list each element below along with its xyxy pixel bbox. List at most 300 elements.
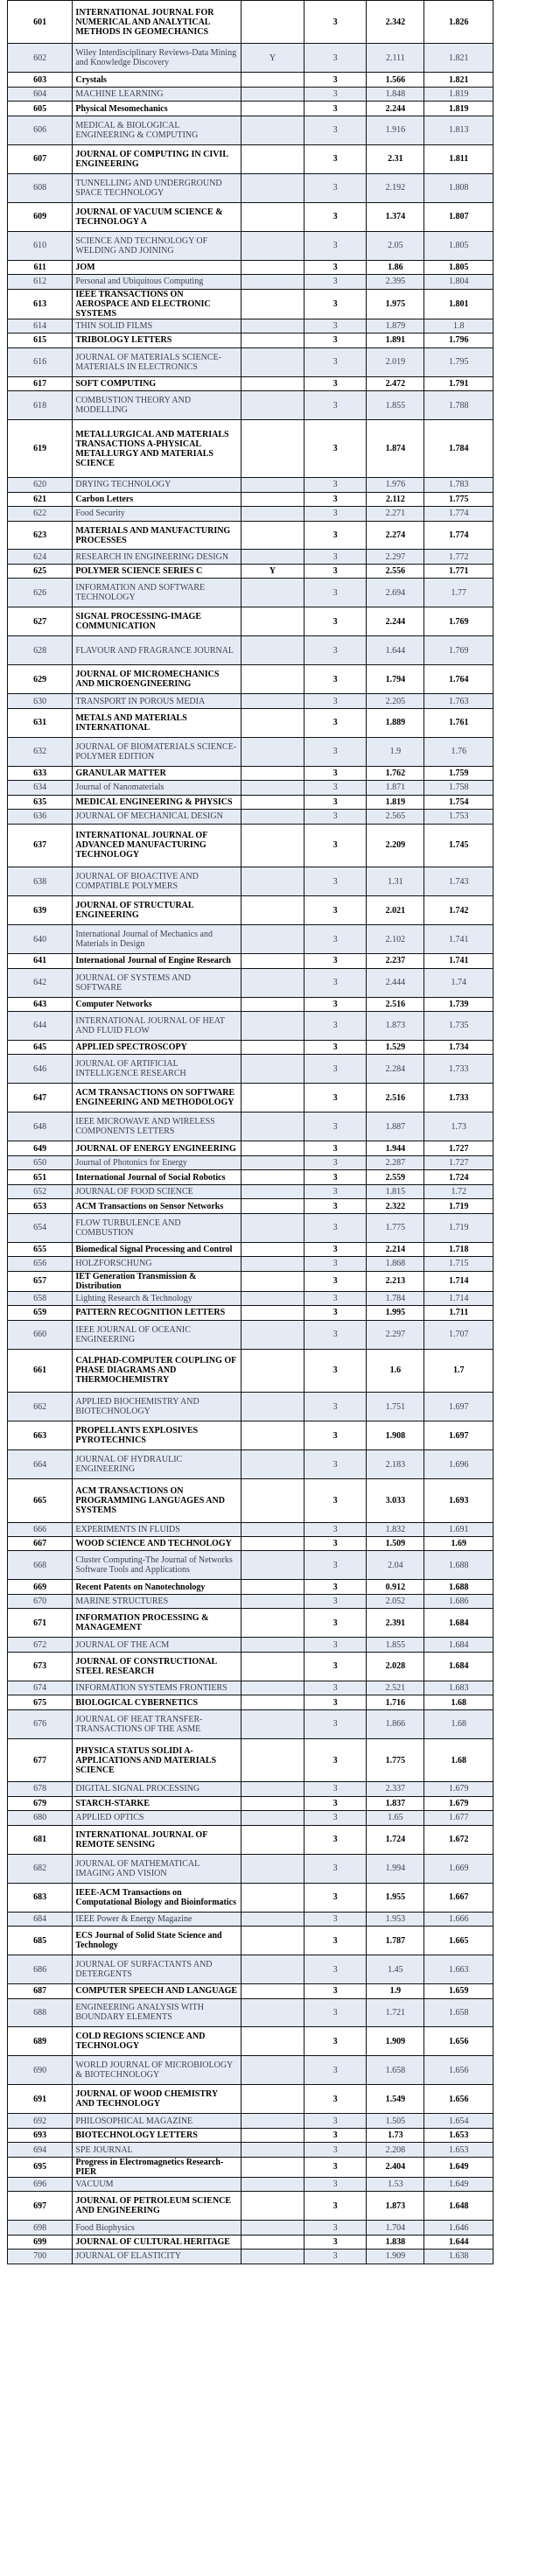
- journal-title-cell: JOURNAL OF THE ACM: [73, 1638, 242, 1652]
- quartile-cell: 3: [304, 1811, 367, 1825]
- rank-cell: 667: [8, 1536, 73, 1550]
- rank-cell: 670: [8, 1594, 73, 1608]
- table-row: [8, 550, 494, 564]
- score-cell: 1.638: [424, 2250, 494, 2264]
- quartile-cell: 3: [304, 2143, 367, 2157]
- table-row: [8, 636, 494, 665]
- score-cell: 1.656: [424, 2085, 494, 2114]
- open-access-cell: [242, 1421, 304, 1450]
- journal-title-cell: ECS Journal of Solid State Science and Technology: [73, 1927, 242, 1955]
- score-cell: 1.821: [424, 44, 494, 73]
- impact-factor-cell: 1.787: [367, 1927, 424, 1955]
- score-cell: 1.783: [424, 478, 494, 492]
- journal-title-cell: TUNNELLING AND UNDERGROUND SPACE TECHNOLOGY: [73, 173, 242, 202]
- score-cell: 1.714: [424, 1271, 494, 1291]
- quartile-cell: 3: [304, 1055, 367, 1084]
- journal-title-cell: RESEARCH IN ENGINEERING DESIGN: [73, 550, 242, 564]
- score-cell: 1.697: [424, 1393, 494, 1421]
- journal-title-cell: JOURNAL OF VACUUM SCIENCE & TECHNOLOGY A: [73, 202, 242, 231]
- open-access-cell: Y: [242, 564, 304, 578]
- open-access-cell: [242, 867, 304, 896]
- score-cell: 1.658: [424, 1998, 494, 2027]
- quartile-cell: 3: [304, 579, 367, 607]
- rank-cell: 660: [8, 1320, 73, 1349]
- impact-factor-cell: 2.556: [367, 564, 424, 578]
- impact-factor-cell: 1.909: [367, 2250, 424, 2264]
- table-row: [8, 1709, 494, 1738]
- table-row: [8, 665, 494, 694]
- impact-factor-cell: 1.873: [367, 1012, 424, 1041]
- journal-title-cell: COLD REGIONS SCIENCE AND TECHNOLOGY: [73, 2027, 242, 2056]
- journal-title-cell: HOLZFORSCHUNG: [73, 1257, 242, 1271]
- rank-cell: 644: [8, 1012, 73, 1041]
- impact-factor-cell: 2.521: [367, 1681, 424, 1695]
- score-cell: 1.734: [424, 1040, 494, 1054]
- journal-title-cell: THIN SOLID FILMS: [73, 319, 242, 333]
- impact-factor-cell: 1.994: [367, 1854, 424, 1883]
- score-cell: 1.795: [424, 347, 494, 376]
- score-cell: 1.741: [424, 925, 494, 954]
- score-cell: 1.684: [424, 1638, 494, 1652]
- score-cell: 1.819: [424, 102, 494, 116]
- quartile-cell: 3: [304, 1883, 367, 1912]
- quartile-cell: 3: [304, 492, 367, 506]
- quartile-cell: 3: [304, 665, 367, 694]
- journal-title-cell: JOURNAL OF STRUCTURAL ENGINEERING: [73, 896, 242, 925]
- table-row: [8, 1955, 494, 1984]
- score-cell: 1.68: [424, 1738, 494, 1781]
- score-cell: 1.742: [424, 896, 494, 925]
- rank-cell: 697: [8, 2192, 73, 2221]
- rank-cell: 695: [8, 2157, 73, 2177]
- quartile-cell: 3: [304, 1306, 367, 1320]
- table-row: [8, 1055, 494, 1084]
- journal-title-cell: JOURNAL OF WOOD CHEMISTRY AND TECHNOLOGY: [73, 2085, 242, 2114]
- journal-title-cell: CALPHAD-COMPUTER COUPLING OF PHASE DIAGRAMS AND THERMOCHEMISTRY: [73, 1349, 242, 1392]
- score-cell: 1.733: [424, 1084, 494, 1113]
- impact-factor-cell: 2.342: [367, 1, 424, 44]
- score-cell: 1.696: [424, 1450, 494, 1479]
- impact-factor-cell: 2.05: [367, 231, 424, 260]
- open-access-cell: [242, 289, 304, 319]
- open-access-cell: [242, 1695, 304, 1709]
- open-access-cell: [242, 1213, 304, 1242]
- table-row: [8, 1421, 494, 1450]
- rank-cell: 626: [8, 579, 73, 607]
- table-row: [8, 925, 494, 954]
- table-row: [8, 1393, 494, 1421]
- rank-cell: 617: [8, 376, 73, 390]
- score-cell: 1.771: [424, 564, 494, 578]
- open-access-cell: [242, 1084, 304, 1113]
- table-row: [8, 2250, 494, 2264]
- quartile-cell: 3: [304, 2177, 367, 2191]
- rank-cell: 618: [8, 391, 73, 420]
- quartile-cell: 3: [304, 2027, 367, 2056]
- table-row: [8, 1522, 494, 1536]
- impact-factor-cell: 2.244: [367, 102, 424, 116]
- table-row: [8, 144, 494, 173]
- open-access-cell: [242, 1927, 304, 1955]
- rank-cell: 687: [8, 1984, 73, 1998]
- impact-factor-cell: 2.237: [367, 954, 424, 968]
- open-access-cell: [242, 1113, 304, 1141]
- table-row: [8, 766, 494, 780]
- impact-factor-cell: 2.021: [367, 896, 424, 925]
- journal-title-cell: ACM TRANSACTIONS ON PROGRAMMING LANGUAGES AND SYSTEMS: [73, 1479, 242, 1522]
- table-row: [8, 737, 494, 766]
- quartile-cell: 3: [304, 1271, 367, 1291]
- quartile-cell: 3: [304, 781, 367, 795]
- quartile-cell: 3: [304, 766, 367, 780]
- score-cell: 1.826: [424, 1, 494, 44]
- open-access-cell: [242, 1522, 304, 1536]
- rank-cell: 615: [8, 333, 73, 347]
- journal-title-cell: COMPUTER SPEECH AND LANGUAGE: [73, 1984, 242, 1998]
- open-access-cell: [242, 1199, 304, 1213]
- journal-title-cell: JOURNAL OF SYSTEMS AND SOFTWARE: [73, 968, 242, 997]
- quartile-cell: 3: [304, 1536, 367, 1550]
- quartile-cell: 3: [304, 1155, 367, 1169]
- quartile-cell: 3: [304, 1825, 367, 1854]
- score-cell: 1.811: [424, 144, 494, 173]
- table-row: [8, 1609, 494, 1638]
- open-access-cell: [242, 665, 304, 694]
- rank-cell: 671: [8, 1609, 73, 1638]
- score-cell: 1.68: [424, 1695, 494, 1709]
- open-access-cell: [242, 2235, 304, 2249]
- score-cell: 1.769: [424, 607, 494, 636]
- impact-factor-cell: 2.391: [367, 1609, 424, 1638]
- quartile-cell: 3: [304, 1184, 367, 1198]
- journal-title-cell: METALLURGICAL AND MATERIALS TRANSACTIONS A-PHYSICAL METALLURGY AND MATERIALS SCIENCE: [73, 420, 242, 478]
- open-access-cell: [242, 376, 304, 390]
- table-row: [8, 781, 494, 795]
- table-row: [8, 824, 494, 867]
- journal-title-cell: International Journal of Mechanics and Materials in Design: [73, 925, 242, 954]
- quartile-cell: 3: [304, 1738, 367, 1781]
- quartile-cell: 3: [304, 1170, 367, 1184]
- impact-factor-cell: 2.205: [367, 694, 424, 708]
- score-cell: 1.77: [424, 579, 494, 607]
- impact-factor-cell: 2.183: [367, 1450, 424, 1479]
- rank-cell: 682: [8, 1854, 73, 1883]
- impact-factor-cell: 1.549: [367, 2085, 424, 2114]
- journal-title-cell: JOURNAL OF CULTURAL HERITAGE: [73, 2235, 242, 2249]
- open-access-cell: [242, 173, 304, 202]
- open-access-cell: [242, 1012, 304, 1041]
- score-cell: 1.672: [424, 1825, 494, 1854]
- open-access-cell: [242, 1306, 304, 1320]
- quartile-cell: 3: [304, 260, 367, 274]
- rank-cell: 632: [8, 737, 73, 766]
- open-access-cell: [242, 1479, 304, 1522]
- rank-cell: 688: [8, 1998, 73, 2027]
- impact-factor-cell: 1.832: [367, 1522, 424, 1536]
- quartile-cell: 3: [304, 824, 367, 867]
- table-row: [8, 1883, 494, 1912]
- impact-factor-cell: 1.658: [367, 2056, 424, 2085]
- quartile-cell: 3: [304, 2157, 367, 2177]
- rank-cell: 641: [8, 954, 73, 968]
- open-access-cell: [242, 1709, 304, 1738]
- score-cell: 1.796: [424, 333, 494, 347]
- impact-factor-cell: 1.65: [367, 1811, 424, 1825]
- impact-factor-cell: 2.31: [367, 144, 424, 173]
- impact-factor-cell: 1.45: [367, 1955, 424, 1984]
- open-access-cell: [242, 1883, 304, 1912]
- score-cell: 1.648: [424, 2192, 494, 2221]
- score-cell: 1.715: [424, 1257, 494, 1271]
- rank-cell: 681: [8, 1825, 73, 1854]
- open-access-cell: [242, 1638, 304, 1652]
- rank-cell: 643: [8, 997, 73, 1011]
- rank-cell: 665: [8, 1479, 73, 1522]
- table-row: [8, 1084, 494, 1113]
- quartile-cell: 3: [304, 2114, 367, 2128]
- table-row: [8, 2114, 494, 2128]
- journal-title-cell: IEEE MICROWAVE AND WIRELESS COMPONENTS LETTERS: [73, 1113, 242, 1141]
- impact-factor-cell: 1.908: [367, 1421, 424, 1450]
- table-row: [8, 1257, 494, 1271]
- journal-title-cell: JOURNAL OF MATHEMATICAL IMAGING AND VISION: [73, 1854, 242, 1883]
- rank-cell: 616: [8, 347, 73, 376]
- impact-factor-cell: 2.516: [367, 1084, 424, 1113]
- open-access-cell: [242, 1998, 304, 2027]
- quartile-cell: 3: [304, 420, 367, 478]
- rank-cell: 635: [8, 795, 73, 809]
- impact-factor-cell: 2.284: [367, 1055, 424, 1084]
- open-access-cell: [242, 391, 304, 420]
- rank-cell: 658: [8, 1291, 73, 1305]
- quartile-cell: 3: [304, 289, 367, 319]
- journal-title-cell: SCIENCE AND TECHNOLOGY OF WELDING AND JOINING: [73, 231, 242, 260]
- impact-factor-cell: 2.444: [367, 968, 424, 997]
- open-access-cell: [242, 1609, 304, 1638]
- score-cell: 1.74: [424, 968, 494, 997]
- table-row: [8, 1652, 494, 1681]
- open-access-cell: [242, 607, 304, 636]
- quartile-cell: 3: [304, 521, 367, 550]
- quartile-cell: 3: [304, 1709, 367, 1738]
- table-row: [8, 1796, 494, 1810]
- rank-cell: 604: [8, 87, 73, 101]
- rank-cell: 690: [8, 2056, 73, 2085]
- impact-factor-cell: 2.274: [367, 521, 424, 550]
- rank-cell: 607: [8, 144, 73, 173]
- score-cell: 1.761: [424, 708, 494, 737]
- table-row: [8, 810, 494, 824]
- table-row: [8, 2027, 494, 2056]
- journal-title-cell: IEEE Power & Energy Magazine: [73, 1912, 242, 1926]
- open-access-cell: [242, 1170, 304, 1184]
- score-cell: 1.707: [424, 1320, 494, 1349]
- journal-title-cell: DIGITAL SIGNAL PROCESSING: [73, 1782, 242, 1796]
- rank-cell: 657: [8, 1271, 73, 1291]
- score-cell: 1.743: [424, 867, 494, 896]
- journal-title-cell: Crystals: [73, 73, 242, 87]
- rank-cell: 622: [8, 507, 73, 521]
- table-row: [8, 1170, 494, 1184]
- score-cell: 1.733: [424, 1055, 494, 1084]
- impact-factor-cell: 2.244: [367, 607, 424, 636]
- rank-cell: 648: [8, 1113, 73, 1141]
- journal-title-cell: Physical Mesomechanics: [73, 102, 242, 116]
- open-access-cell: [242, 144, 304, 173]
- score-cell: 1.654: [424, 2114, 494, 2128]
- score-cell: 1.805: [424, 231, 494, 260]
- impact-factor-cell: 1.529: [367, 1040, 424, 1054]
- journal-title-cell: MACHINE LEARNING: [73, 87, 242, 101]
- impact-factor-cell: 2.052: [367, 1594, 424, 1608]
- quartile-cell: 3: [304, 333, 367, 347]
- table-row: [8, 708, 494, 737]
- open-access-cell: [242, 1912, 304, 1926]
- score-cell: 1.684: [424, 1652, 494, 1681]
- quartile-cell: 3: [304, 1681, 367, 1695]
- open-access-cell: [242, 1271, 304, 1291]
- quartile-cell: 3: [304, 2128, 367, 2142]
- journal-title-cell: Lighting Research & Technology: [73, 1291, 242, 1305]
- rank-cell: 654: [8, 1213, 73, 1242]
- journal-title-cell: MATERIALS AND MANUFACTURING PROCESSES: [73, 521, 242, 550]
- rank-cell: 653: [8, 1199, 73, 1213]
- rank-cell: 612: [8, 275, 73, 289]
- open-access-cell: [242, 2143, 304, 2157]
- journal-title-cell: SPE JOURNAL: [73, 2143, 242, 2157]
- impact-factor-cell: 1.891: [367, 333, 424, 347]
- score-cell: 1.656: [424, 2056, 494, 2085]
- journal-title-cell: INFORMATION PROCESSING & MANAGEMENT: [73, 1609, 242, 1638]
- journal-ranking-table: [7, 0, 494, 2264]
- journal-title-cell: MEDICAL ENGINEERING & PHYSICS: [73, 795, 242, 809]
- rank-cell: 628: [8, 636, 73, 665]
- table-row: [8, 1782, 494, 1796]
- open-access-cell: [242, 102, 304, 116]
- table-body: [8, 1, 494, 2264]
- open-access-cell: [242, 708, 304, 737]
- score-cell: 1.772: [424, 550, 494, 564]
- journal-title-cell: Personal and Ubiquitous Computing: [73, 275, 242, 289]
- table-row: [8, 795, 494, 809]
- journal-title-cell: TRANSPORT IN POROUS MEDIA: [73, 694, 242, 708]
- rank-cell: 603: [8, 73, 73, 87]
- journal-title-cell: JOURNAL OF FOOD SCIENCE: [73, 1184, 242, 1198]
- open-access-cell: [242, 579, 304, 607]
- open-access-cell: [242, 2177, 304, 2191]
- score-cell: 1.68: [424, 1709, 494, 1738]
- quartile-cell: 3: [304, 636, 367, 665]
- rank-cell: 669: [8, 1580, 73, 1594]
- score-cell: 1.688: [424, 1580, 494, 1594]
- open-access-cell: [242, 1450, 304, 1479]
- journal-title-cell: JOURNAL OF ENERGY ENGINEERING: [73, 1141, 242, 1155]
- score-cell: 1.753: [424, 810, 494, 824]
- impact-factor-cell: 2.297: [367, 550, 424, 564]
- impact-factor-cell: 1.868: [367, 1257, 424, 1271]
- score-cell: 1.805: [424, 260, 494, 274]
- impact-factor-cell: 2.028: [367, 1652, 424, 1681]
- journal-title-cell: WORLD JOURNAL OF MICROBIOLOGY & BIOTECHNOLOGY: [73, 2056, 242, 2085]
- table-row: [8, 521, 494, 550]
- impact-factor-cell: 1.721: [367, 1998, 424, 2027]
- score-cell: 1.686: [424, 1594, 494, 1608]
- impact-factor-cell: 1.794: [367, 665, 424, 694]
- open-access-cell: [242, 275, 304, 289]
- table-row: [8, 1927, 494, 1955]
- score-cell: 1.819: [424, 87, 494, 101]
- rank-cell: 666: [8, 1522, 73, 1536]
- table-row: [8, 231, 494, 260]
- quartile-cell: 3: [304, 2221, 367, 2235]
- table-row: [8, 1998, 494, 2027]
- impact-factor-cell: 2.694: [367, 579, 424, 607]
- score-cell: 1.669: [424, 1854, 494, 1883]
- journal-title-cell: WOOD SCIENCE AND TECHNOLOGY: [73, 1536, 242, 1550]
- open-access-cell: [242, 2128, 304, 2142]
- rank-cell: 677: [8, 1738, 73, 1781]
- score-cell: 1.666: [424, 1912, 494, 1926]
- rank-cell: 623: [8, 521, 73, 550]
- impact-factor-cell: 1.775: [367, 1738, 424, 1781]
- rank-cell: 613: [8, 289, 73, 319]
- open-access-cell: [242, 73, 304, 87]
- score-cell: 1.649: [424, 2177, 494, 2191]
- table-row: [8, 347, 494, 376]
- quartile-cell: 3: [304, 347, 367, 376]
- rank-cell: 631: [8, 708, 73, 737]
- rank-cell: 684: [8, 1912, 73, 1926]
- quartile-cell: 3: [304, 1695, 367, 1709]
- table-row: [8, 260, 494, 274]
- impact-factor-cell: 2.209: [367, 824, 424, 867]
- rank-cell: 650: [8, 1155, 73, 1169]
- open-access-cell: [242, 1242, 304, 1256]
- score-cell: 1.718: [424, 1242, 494, 1256]
- score-cell: 1.656: [424, 2027, 494, 2056]
- rank-cell: 624: [8, 550, 73, 564]
- impact-factor-cell: 1.784: [367, 1291, 424, 1305]
- quartile-cell: 3: [304, 896, 367, 925]
- journal-title-cell: JOURNAL OF ARTIFICIAL INTELLIGENCE RESEARCH: [73, 1055, 242, 1084]
- impact-factor-cell: 2.322: [367, 1199, 424, 1213]
- table-row: [8, 1184, 494, 1198]
- impact-factor-cell: 2.112: [367, 492, 424, 506]
- impact-factor-cell: 1.704: [367, 2221, 424, 2235]
- table-row: [8, 896, 494, 925]
- journal-title-cell: JOURNAL OF BIOACTIVE AND COMPATIBLE POLYMERS: [73, 867, 242, 896]
- open-access-cell: [242, 1854, 304, 1883]
- score-cell: 1.646: [424, 2221, 494, 2235]
- journal-title-cell: METALS AND MATERIALS INTERNATIONAL: [73, 708, 242, 737]
- open-access-cell: [242, 333, 304, 347]
- journal-title-cell: INTERNATIONAL JOURNAL OF ADVANCED MANUFACTURING TECHNOLOGY: [73, 824, 242, 867]
- rank-cell: 679: [8, 1796, 73, 1810]
- journal-title-cell: JOURNAL OF MICROMECHANICS AND MICROENGINEERING: [73, 665, 242, 694]
- impact-factor-cell: 1.837: [367, 1796, 424, 1810]
- open-access-cell: [242, 781, 304, 795]
- impact-factor-cell: 1.73: [367, 2128, 424, 2142]
- open-access-cell: [242, 347, 304, 376]
- rank-cell: 642: [8, 968, 73, 997]
- impact-factor-cell: 1.848: [367, 87, 424, 101]
- quartile-cell: 3: [304, 810, 367, 824]
- journal-title-cell: COMBUSTION THEORY AND MODELLING: [73, 391, 242, 420]
- quartile-cell: 3: [304, 1912, 367, 1926]
- rank-cell: 672: [8, 1638, 73, 1652]
- quartile-cell: 3: [304, 795, 367, 809]
- rank-cell: 694: [8, 2143, 73, 2157]
